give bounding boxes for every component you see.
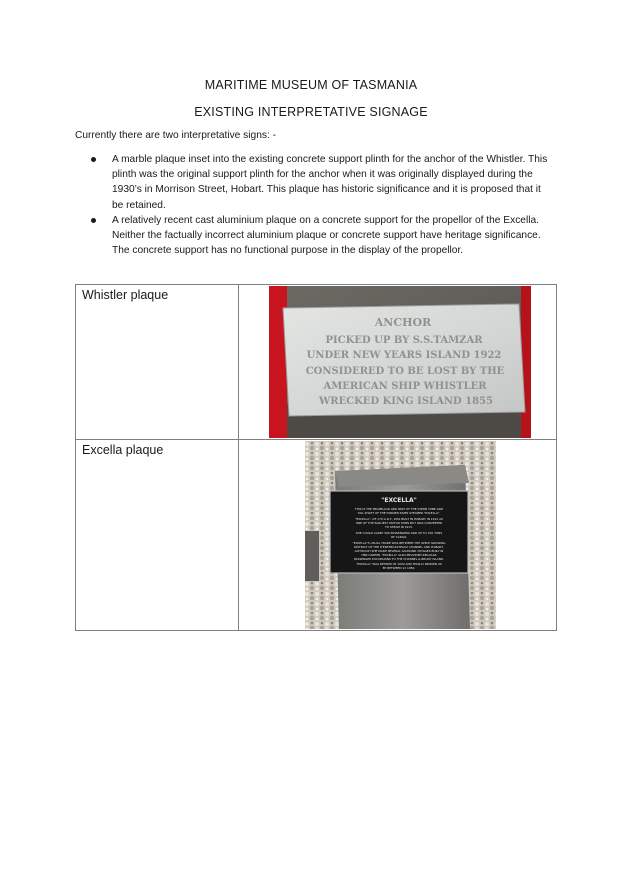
plaque-line: DISTRICT OF THE D'ENTRECASTEAUX CHANNEL AND HOBART, xyxy=(354,545,444,549)
plaque-line: BY BETWEEN 12 1950. xyxy=(382,566,416,570)
table-cell-photo xyxy=(239,440,557,631)
whistler-plaque-label: Whistler plaque xyxy=(82,288,169,302)
intro-paragraph: Currently there are two interpretative signs: - xyxy=(75,130,277,141)
table-row xyxy=(76,440,557,631)
inscription-line: CONSIDERED TO BE LOST BY THE xyxy=(305,366,505,377)
table-cell-photo xyxy=(239,285,557,440)
bullet-text: A marble plaque inset into the existing concrete support plinth for the anchor of the Whistler. This plinth was the original support plinth for the anchor when it was originally displayed during the 1930’s in Morrison Street, Hobart. This plaque has historic significance and it is proposed that it be retained. xyxy=(112,154,548,211)
table-row xyxy=(76,285,557,440)
plaque-line: "EXCELLA", OF 179 G.R.T., WAS BUILT IN HOBART IN 1912 AS xyxy=(355,517,443,521)
plaque-line: TO STEAM IN 1915. xyxy=(385,525,413,529)
bullet-item xyxy=(75,213,555,259)
plaque-line: TAIL SHAFT OF THE FORMER RIVER STEAMER "EXCELLA". xyxy=(357,511,441,515)
bullet-item xyxy=(75,152,555,213)
inscription-line: WRECKED KING ISLAND 1855 xyxy=(319,396,493,407)
bullet-icon xyxy=(91,157,96,162)
table-cell-label xyxy=(76,440,239,631)
plaque-line: "EXCELLA"S USUAL TRADE WAS BETWEEN THE APPLE GROWING xyxy=(352,541,446,545)
inscription-line: ANCHOR xyxy=(374,316,432,329)
plaque-line: PASSENGER EXCURSIONS TO THE CHANNEL & BRUNY ISLAND. xyxy=(353,557,445,561)
plaque-line: ONE OF THE EARLIEST MOTOR SHIPS BUT WAS CONVERTED xyxy=(355,521,443,525)
bullet-list xyxy=(75,152,555,258)
plaque-line: OF CARGO. xyxy=(390,535,408,539)
whistler-plaque-photo xyxy=(269,286,531,438)
inscription-line: UNDER NEW YEARS ISLAND 1922 xyxy=(306,350,502,361)
excella-plaque-photo xyxy=(305,441,496,629)
plaque-line: ALTHOUGH SHE MADE SEVERAL SALMOND VOYAGES BUILT IN xyxy=(354,549,444,553)
bullet-icon xyxy=(91,218,96,223)
document-subtitle: EXISTING INTERPRETATIVE SIGNAGE xyxy=(194,105,428,119)
plaque-line: HER CAREER. "EXCELLA" ALSO PROVIDED REGULAR xyxy=(361,553,437,557)
plaque-heading: "EXCELLA" xyxy=(381,497,417,504)
inscription-line: PICKED UP BY S.S.TAMZAR xyxy=(325,335,483,346)
excella-plaque-label: Excella plaque xyxy=(82,443,164,457)
plaque-line: THIS IS THE PROPELLOR AND PART OF THE STERN TUBE AND xyxy=(354,507,444,511)
plaques-table xyxy=(75,284,557,631)
inscription-line: AMERICAN SHIP WHISTLER xyxy=(323,381,487,392)
document-title: MARITIME MUSEUM OF TASMANIA xyxy=(204,78,418,92)
table-cell-label xyxy=(76,285,239,440)
plaque-line: "EXCELLA" WAS RETIRED IN 1940 AND FINALLY BROKEN UP xyxy=(356,562,442,566)
bullet-text: A relatively recent cast aluminium plaque on a concrete support for the propellor of the Excella. Neither the factually incorrect aluminium plaque or concrete support have heritage significance. The concrete support has no functional purpose in the display of the propellor. xyxy=(112,214,541,257)
plaque-line: SHE COULD CARRY 500 PASSENGERS AND UP TO 100 TONS xyxy=(355,531,443,535)
